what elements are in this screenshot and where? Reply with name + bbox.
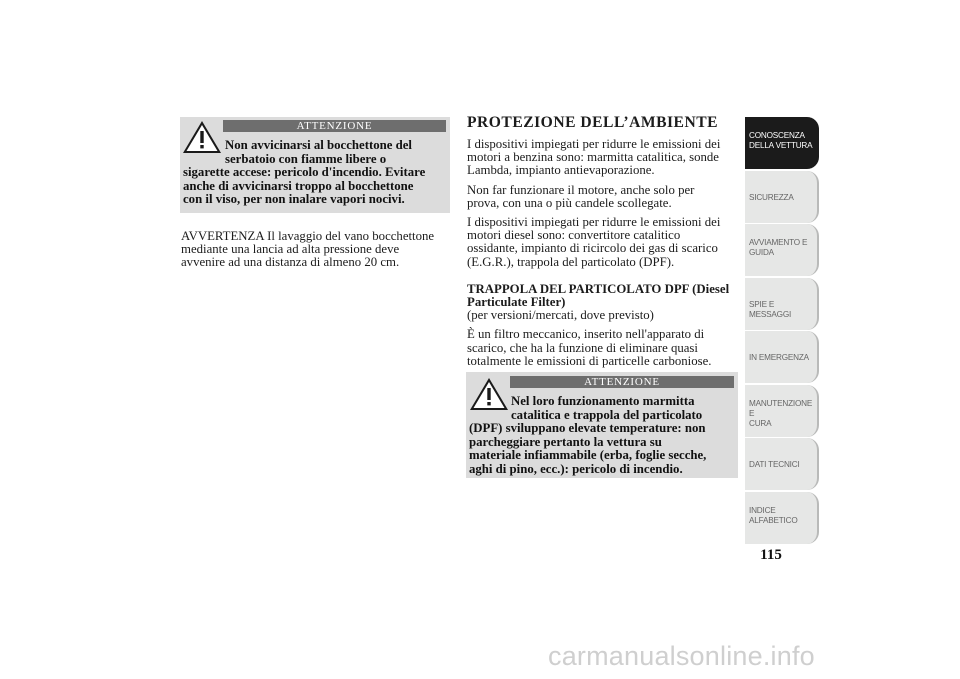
page-number: 115 (760, 547, 782, 563)
tab-label: CONOSCENZA (749, 131, 805, 140)
tab-conoscenza-vettura[interactable] (745, 117, 819, 169)
tab-in-emergenza[interactable] (745, 331, 819, 383)
avvertenza-line: mediante una lancia ad alta pressione deve (181, 242, 400, 257)
tab-label: SICUREZZA (749, 192, 794, 202)
warning-lead-line: Non avvicinarsi al bocchettone del (225, 138, 412, 152)
paragraph-line: I dispositivi impiegati per ridurre le emissioni dei (467, 137, 721, 151)
avvertenza-line: AVVERTENZA Il lavaggio del vano bocchettone (181, 229, 435, 243)
avvertenza-line: avvenire ad una distanza di almeno 20 cm. (181, 255, 400, 270)
paragraph-line: I dispositivi impiegati per ridurre le emissioni dei (467, 215, 721, 230)
warning-line: (DPF) sviluppano elevate temperature: non (469, 421, 706, 436)
warning-line: con il viso, per non inalare vapori nocivi. (183, 192, 405, 207)
paragraph-line: Lambda, impianto antievaporazione. (467, 163, 655, 178)
tab-sicurezza[interactable] (745, 171, 819, 223)
paragraph-line: Non far funzionare il motore, anche solo per (467, 182, 695, 197)
tab-label: DELLA VETTURA (749, 141, 813, 150)
tab-avviamento-guida[interactable] (745, 224, 819, 276)
tab-label: GUIDA (749, 248, 774, 257)
paragraph (467, 138, 742, 178)
tab-label: SPIE E MESSAGGI (749, 299, 792, 319)
paragraph-line: motori a benzina sono: marmitta catalitica, sonde (467, 150, 719, 165)
avvertenza-note (181, 230, 451, 270)
warning-line: parcheggiare pertanto la vettura su (469, 434, 662, 449)
tab-label: INDICE (749, 505, 776, 515)
paragraph-line: prova, con una o più candele scollegate. (467, 195, 672, 210)
warning-lead-line: Nel loro funzionamento marmitta (511, 394, 695, 408)
subheading-line: TRAPPOLA DEL PARTICOLATO DPF (Diesel (467, 281, 730, 296)
section-heading: PROTEZIONE DELL’AMBIENTE (467, 114, 719, 131)
tab-label: MANUTENZIONE E (749, 398, 813, 418)
warning-title: ATTENZIONE (223, 120, 446, 132)
tab-label: IN EMERGENZA (749, 353, 809, 362)
section-environment (467, 114, 742, 374)
subnote: (per versioni/mercati, dove previsto) (467, 308, 654, 323)
warning-line: aghi di pino, ecc.): pericolo di incendio. (469, 461, 683, 476)
warning-lead-line: serbatoio con fiamme libere o (225, 151, 387, 166)
warning-box-catalytic (466, 372, 738, 478)
tab-dati-tecnici[interactable] (745, 438, 819, 490)
warning-line: sigarette accese: pericolo d'incendio. Evitare (183, 165, 426, 180)
tab-spie-messaggi[interactable] (745, 278, 819, 330)
paragraph-line: ossidante, impianto di ricircolo dei gas di scarico (467, 241, 718, 256)
tab-label: CURA (749, 418, 772, 428)
warning-lead-line: catalitica e trappola del particolato (511, 407, 703, 422)
paragraph (467, 184, 742, 210)
paragraph-line: totalmente le emissioni di particelle carboniose. (467, 353, 712, 368)
paragraph-line: È un filtro meccanico, inserito nell'apparato di (467, 327, 705, 342)
warning-line: anche di avvicinarsi troppo al bocchettone (183, 178, 414, 193)
paragraph (467, 216, 742, 269)
chapter-tabs (745, 117, 819, 545)
tab-label: AVVIAMENTO E (749, 238, 808, 247)
paragraph-line: (E.G.R.), trappola del particolato (DPF). (467, 254, 675, 269)
warning-line: materiale infiammabile (erba, foglie secche, (469, 448, 707, 463)
warning-text (183, 139, 449, 207)
subheading-dpf (467, 283, 742, 309)
warning-box-fuel-filler (180, 117, 450, 213)
watermark: carmanualsonline.info (548, 641, 815, 671)
warning-title: ATTENZIONE (510, 376, 734, 388)
paragraph-line: scarico, che ha la funzione di eliminare quasi (467, 340, 698, 355)
tab-indice-alfabetico[interactable] (745, 492, 819, 544)
tab-label: ALFABETICO (749, 515, 798, 525)
subheading-line: Particulate Filter) (467, 295, 566, 310)
paragraph-line: motori diesel sono: convertitore catalitico (467, 228, 681, 243)
warning-text (469, 395, 737, 477)
tab-manutenzione-cura[interactable] (745, 385, 819, 437)
paragraph-dpf (467, 328, 742, 368)
tab-label: DATI TECNICI (749, 460, 800, 469)
